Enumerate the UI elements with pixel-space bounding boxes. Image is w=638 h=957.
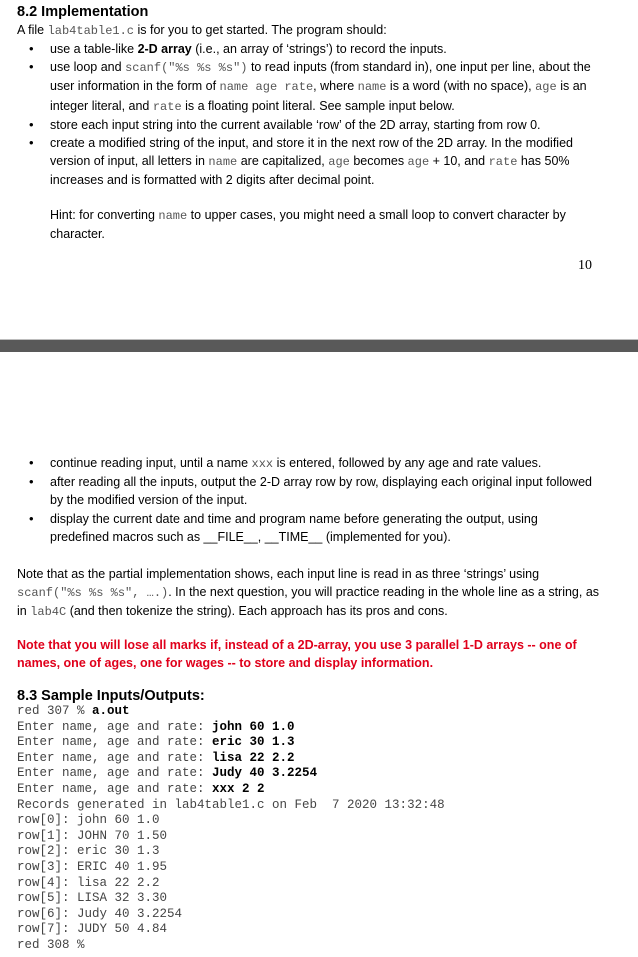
requirements-list	[17, 40, 592, 190]
terminal-line: Enter name, age and rate: john 60 1.0	[17, 719, 295, 734]
terminal-line: row[0]: john 60 1.0	[17, 813, 160, 828]
list-item: • create a modified string of the input, and store it in the next row of the 2D array. In the modified version of input, all letters in name are capitalized, age becomes age + 10, and rate has 50% increases and is formatted with 2 digits after decimal point.	[17, 134, 592, 190]
list-item: • store each input string into the current available ‘row’ of the 2D array, starting from row 0.	[17, 116, 592, 134]
warning-note: Note that you will lose all marks if, instead of a 2D-array, you use 3 parallel 1-D arrays -- one of names, one of ages, one for wages -- to store and display information.	[17, 638, 577, 670]
list-item: • use loop and scanf("%s %s %s") to read inputs (from standard in), one input per line, about the user information in the form of name age rate, where name is a word (with no space), age is an integer literal, and rate is a floating point literal. See sample input below.	[17, 58, 592, 116]
terminal-line: Enter name, age and rate: Judy 40 3.2254	[17, 766, 318, 781]
terminal-output	[17, 704, 445, 954]
list-item: • display the current date and time and program name before generating the output, using predefined macros such as __FILE__, __TIME__ (implemented for you).	[17, 510, 592, 546]
section-heading-8-2: 8.2 Implementation	[17, 4, 149, 20]
hint-text: Hint: for converting name to upper cases, you might need a small loop to convert character by character.	[50, 208, 566, 241]
list-item: • use a table-like 2-D array (i.e., an array of ‘strings’) to record the inputs.	[17, 40, 592, 58]
page-number: 10	[578, 258, 592, 273]
terminal-line: Records generated in lab4table1.c on Feb 7 2020 13:32:48	[17, 797, 445, 812]
filename-code: lab4table1.c	[47, 24, 134, 38]
terminal-line: row[1]: JOHN 70 1.50	[17, 828, 168, 843]
terminal-line: row[4]: lisa 22 2.2	[17, 875, 160, 890]
list-item: • after reading all the inputs, output the 2-D array row by row, displaying each original input followed by the modified version of the input.	[17, 473, 592, 509]
terminal-line: Enter name, age and rate: xxx 2 2	[17, 781, 265, 796]
terminal-line: row[2]: eric 30 1.3	[17, 844, 160, 859]
terminal-line: row[3]: ERIC 40 1.95	[17, 859, 168, 874]
page-break	[0, 340, 638, 352]
terminal-line: red 307 % a.out	[17, 704, 130, 718]
note-paragraph: Note that as the partial implementation shows, each input line is read in as three ‘strings’ using scanf("%s %s %s", ….). In the next question, you will practice reading in the whole line as a string, as in lab4C (and then tokenize the string). Each approach has its pros and cons.	[17, 567, 600, 619]
terminal-line: Enter name, age and rate: lisa 22 2.2	[17, 750, 295, 765]
section-heading-8-3: 8.3 Sample Inputs/Outputs:	[17, 688, 205, 704]
list-item: • continue reading input, until a name xxx is entered, followed by any age and rate values.	[17, 454, 592, 473]
terminal-line: red 308 %	[17, 937, 85, 952]
terminal-line: row[7]: JUDY 50 4.84	[17, 922, 168, 937]
terminal-line: Enter name, age and rate: eric 30 1.3	[17, 735, 295, 750]
intro-paragraph: A file lab4table1.c is for you to get started. The program should:	[17, 23, 387, 38]
requirements-list-continued	[17, 454, 592, 546]
terminal-line: row[6]: Judy 40 3.2254	[17, 906, 183, 921]
terminal-line: row[5]: LISA 32 3.30	[17, 891, 168, 906]
